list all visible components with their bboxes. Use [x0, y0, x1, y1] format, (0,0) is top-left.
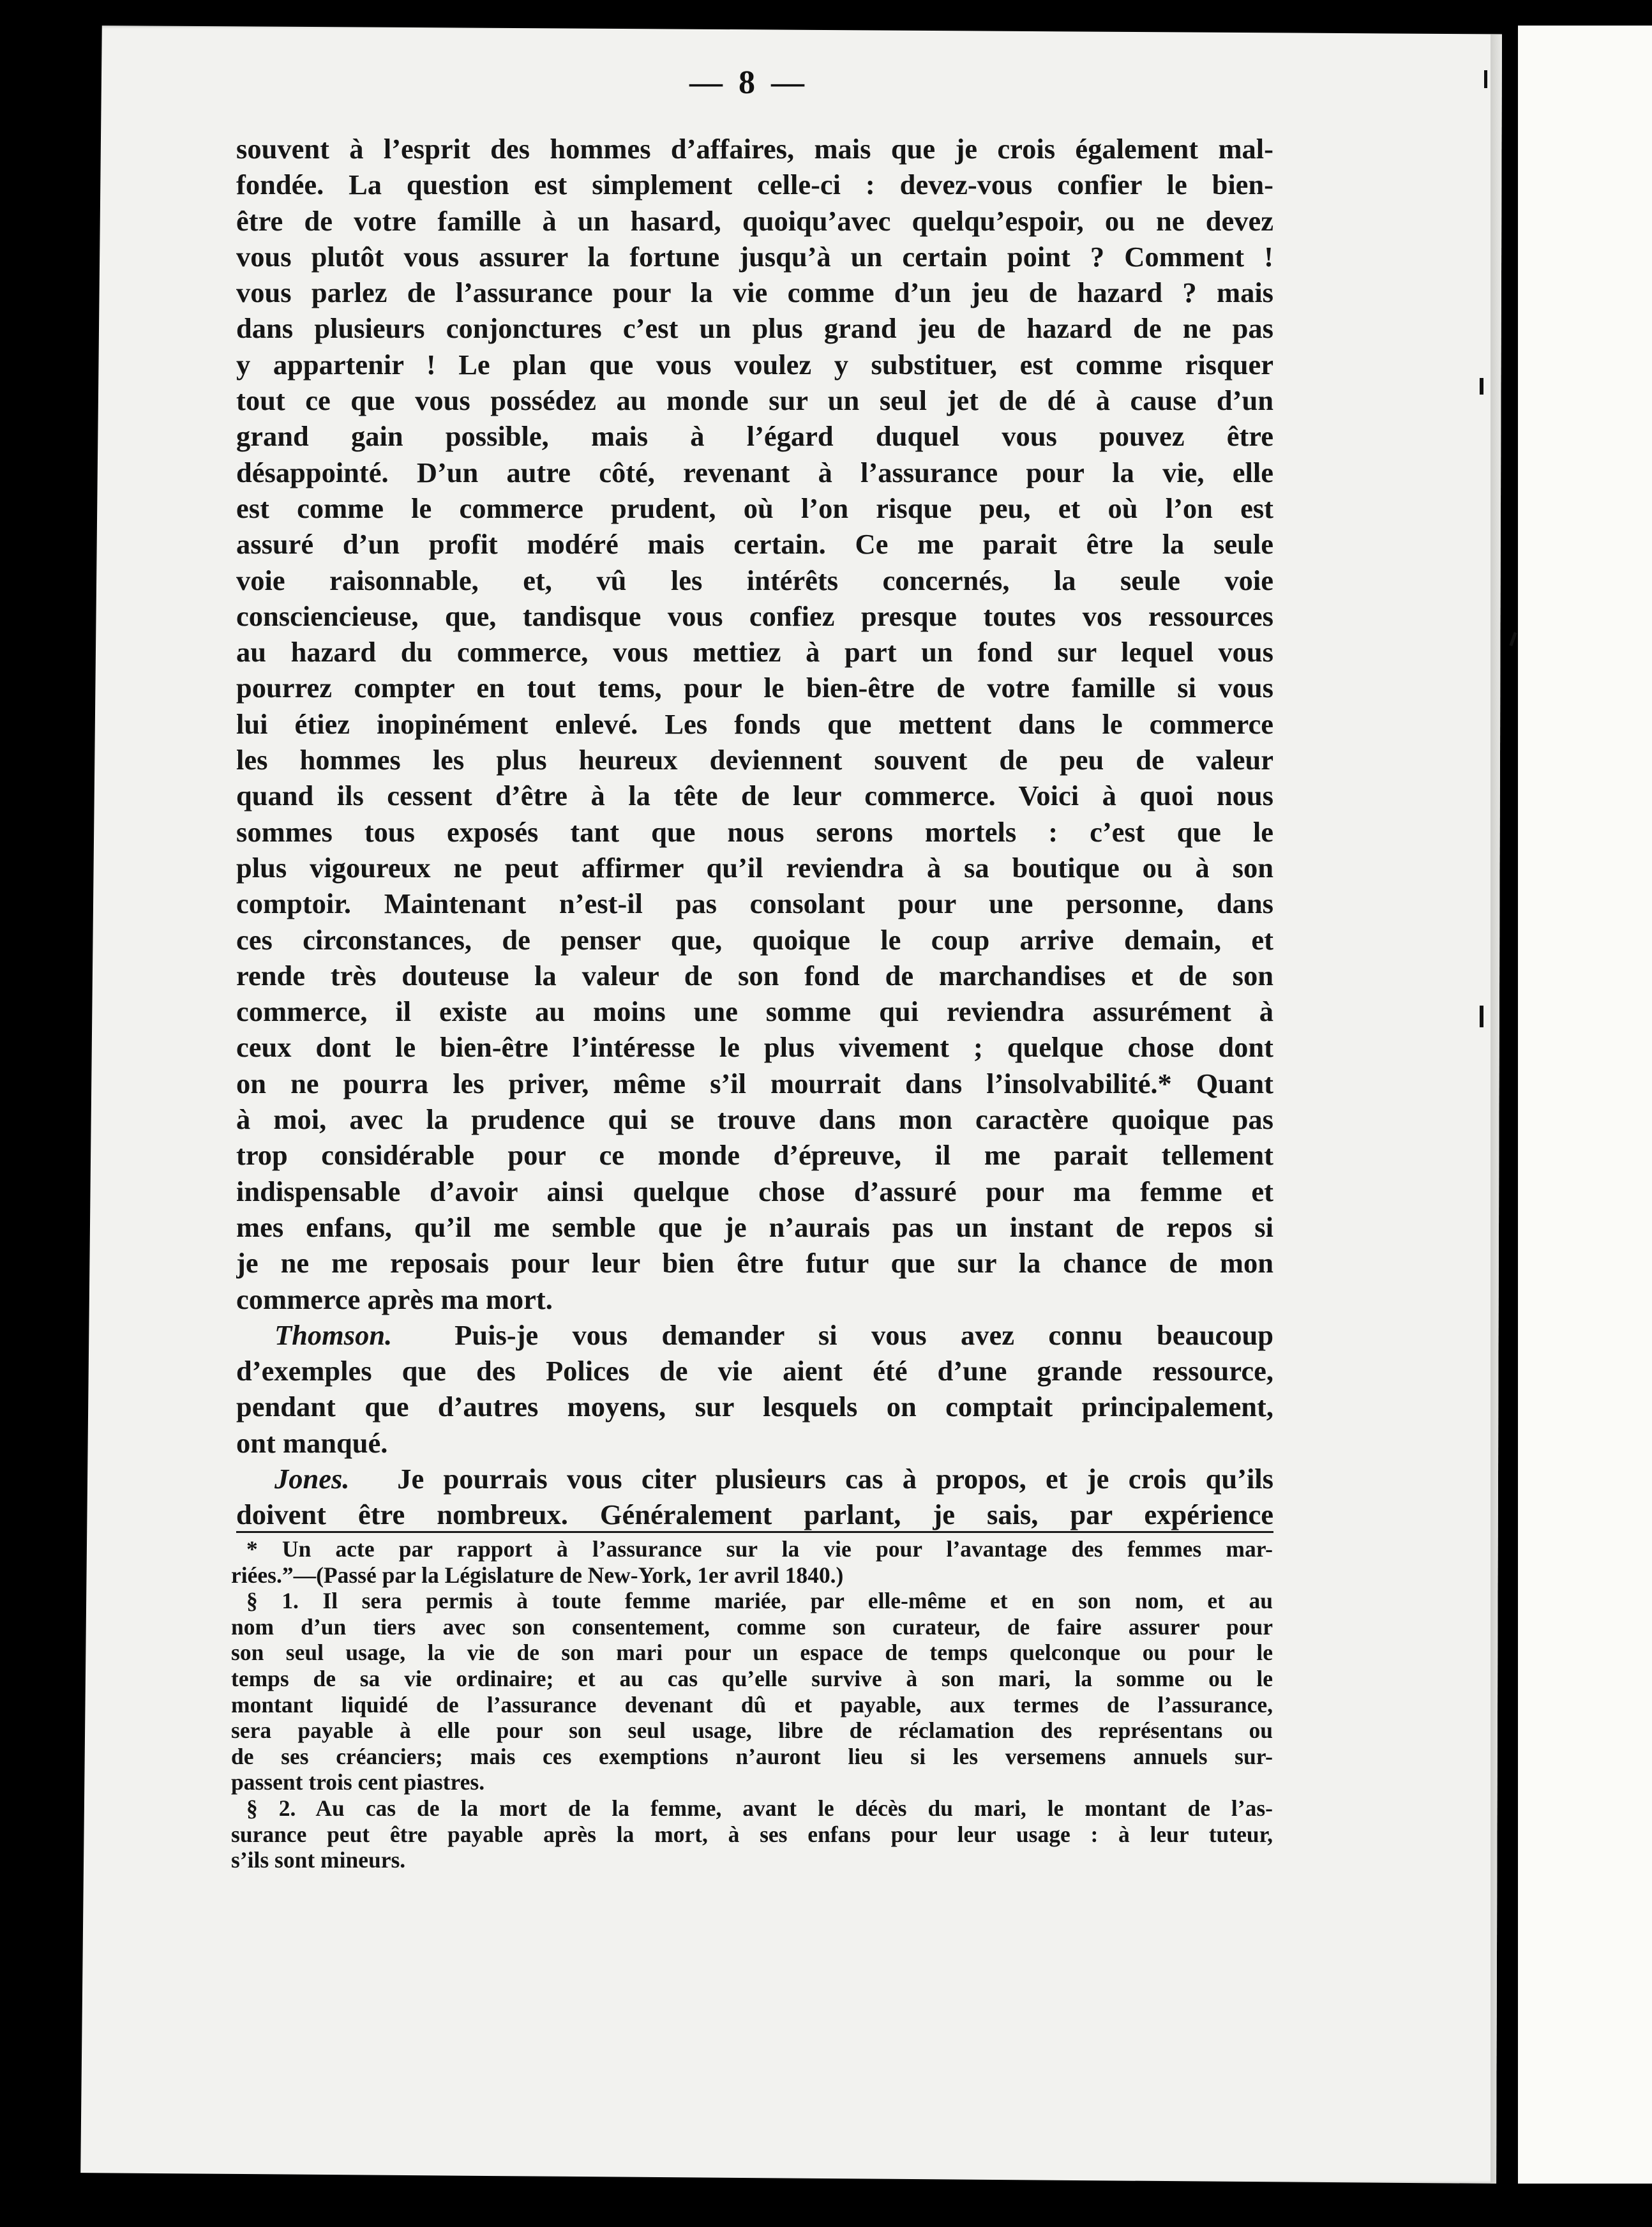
- text-line: voie raisonnable, et, vû les intérêts concernés, la seule voie: [236, 564, 1273, 596]
- text-line: ceux dont le bien-être l’intéresse le plus vivement ; quelque chose dont: [236, 1031, 1273, 1064]
- text-line: au hazard du commerce, vous mettiez à part un fond sur lequel vous: [236, 636, 1273, 668]
- scan-mark: [1480, 378, 1483, 395]
- scan-mark: [1484, 70, 1487, 88]
- jones-speech-first-line: [236, 1461, 1273, 1497]
- footnote-line: § 2. Au cas de la mort de la femme, avant le décès du mari, le montant de l’as-: [246, 1795, 1273, 1821]
- page-edge-shadow: [1491, 26, 1502, 2184]
- thomson-speaker: Thomson.: [274, 1318, 393, 1351]
- footnote-line: § 1. Il sera permis à toute femme mariée, par elle-même et en son nom, et au: [246, 1588, 1273, 1614]
- text-line: vous plutôt vous assurer la fortune jusqu’à un certain point ? Comment !: [236, 240, 1273, 273]
- text-line: tout ce que vous possédez au monde sur un seul jet de dé à cause d’un: [236, 384, 1273, 417]
- thomson-speech-first-line: [236, 1317, 1273, 1353]
- text-line: pendant que d’autres moyens, sur lesquels on comptait principalement,: [236, 1391, 1273, 1423]
- text-line: souvent à l’esprit des hommes d’affaires, mais que je crois également mal-: [236, 133, 1273, 165]
- text-line: dans plusieurs conjonctures c’est un plus grand jeu de hazard de ne pas: [236, 312, 1273, 345]
- text-line: fondée. La question est simplement celle-ci : devez-vous confier le bien-: [236, 169, 1273, 201]
- text-line: doivent être nombreux. Généralement parlant, je sais, par expérience: [236, 1499, 1273, 1531]
- thomson-speech-text: Puis-je vous demander si vous avez connu beaucoup: [420, 1318, 1273, 1351]
- footnote-line: sera payable à elle pour son seul usage, libre de réclamation des représentans ou: [231, 1717, 1273, 1744]
- text-line: commerce, il existe au moins une somme qui reviendra assurément à: [236, 995, 1273, 1028]
- text-line: commerce après ma mort.: [236, 1283, 553, 1315]
- text-line: pourrez compter en tout tems, pour le bien-être de votre famille si vous: [236, 672, 1273, 704]
- text-line: les hommes les plus heureux deviennent souvent de peu de valeur: [236, 744, 1273, 776]
- text-line: rende très douteuse la valeur de son fond de marchandises et de son: [236, 959, 1273, 992]
- adjacent-page-margin: [1518, 26, 1652, 2184]
- jones-speech-text: Je pourrais vous citer plusieurs cas à propos, et je crois qu’ils: [377, 1462, 1273, 1495]
- text-line: à moi, avec la prudence qui se trouve dans mon caractère quoique pas: [236, 1103, 1273, 1136]
- text-line: indispensable d’avoir ainsi quelque chose d’assuré pour ma femme et: [236, 1175, 1273, 1207]
- text-line: ont manqué.: [236, 1426, 388, 1459]
- text-line: être de votre famille à un hasard, quoiqu’avec quelqu’espoir, ou ne devez: [236, 204, 1273, 237]
- text-line: est comme le commerce prudent, où l’on risque peu, et où l’on est: [236, 492, 1273, 524]
- scan-mark: [1509, 632, 1517, 646]
- text-line: y appartenir ! Le plan que vous voulez y substituer, est comme risquer: [236, 348, 1273, 381]
- text-line: lui étiez inopinément enlevé. Les fonds que mettent dans le commerce: [236, 707, 1273, 740]
- text-line: comptoir. Maintenant n’est-il pas consolant pour une personne, dans: [236, 887, 1273, 920]
- text-line: désappointé. D’un autre côté, revenant à l’assurance pour la vie, elle: [236, 456, 1273, 488]
- footnote-line: de ses créanciers; mais ces exemptions n’auront lieu si les versemens annuels sur-: [231, 1743, 1273, 1769]
- footnote-line: passent trois cent piastres.: [231, 1769, 485, 1795]
- text-line: grand gain possible, mais à l’égard duquel vous pouvez être: [236, 420, 1273, 453]
- main-text-block: [236, 131, 1273, 1533]
- text-line: sommes tous exposés tant que nous serons mortels : c’est que le: [236, 815, 1273, 848]
- footnote-block: [231, 1536, 1273, 1873]
- footnote-line: surance peut être payable après la mort, à ses enfans pour leur usage : à leur tuteur,: [231, 1821, 1273, 1847]
- text-line: consciencieuse, que, tandisque vous confiez presque toutes vos ressources: [236, 600, 1273, 632]
- text-line: ces circonstances, de penser que, quoique le coup arrive demain, et: [236, 923, 1273, 956]
- text-line: d’exemples que des Polices de vie aient été d’une grande ressource,: [236, 1355, 1273, 1387]
- footnote-line: temps de sa vie ordinaire; et au cas qu’elle survive à son mari, la somme ou le: [231, 1665, 1273, 1691]
- footnote-line: son seul usage, la vie de son mari pour un espace de temps quelconque ou pour le: [231, 1640, 1273, 1666]
- footnote-rule: [236, 1531, 1273, 1533]
- footnote-line: montant liquidé de l’assurance devenant dû et payable, aux termes de l’assurance,: [231, 1691, 1273, 1717]
- text-line: quand ils cessent d’être à la tête de leur commerce. Voici à quoi nous: [236, 780, 1273, 812]
- text-line: on ne pourra les priver, même s’il mourrait dans l’insolvabilité.* Quant: [236, 1067, 1273, 1099]
- footnote-line: s’ils sont mineurs.: [231, 1847, 406, 1873]
- text-line: je ne me reposais pour leur bien être futur que sur la chance de mon: [236, 1247, 1273, 1280]
- footnote-line: nom d’un tiers avec son consentement, comme son curateur, de faire assurer pour: [231, 1613, 1273, 1640]
- text-line: plus vigoureux ne peut affirmer qu’il reviendra à sa boutique ou à son: [236, 851, 1273, 884]
- footnote-line: riées.”—(Passé par la Législature de New-York, 1er avril 1840.): [231, 1562, 844, 1588]
- text-line: vous parlez de l’assurance pour la vie comme d’un jeu de hazard ? mais: [236, 276, 1273, 309]
- text-line: assuré d’un profit modéré mais certain. Ce me parait être la seule: [236, 528, 1273, 561]
- page-number: — 8 —: [689, 64, 808, 101]
- scan-mark: [1480, 1006, 1483, 1027]
- text-line: trop considérable pour ce monde d’épreuve, il me parait tellement: [236, 1139, 1273, 1172]
- footnote-line: * Un acte par rapport à l’assurance sur la vie pour l’avantage des femmes mar-: [246, 1536, 1273, 1562]
- jones-speaker: Jones.: [274, 1462, 350, 1495]
- text-line: mes enfans, qu’il me semble que je n’aurais pas un instant de repos si: [236, 1211, 1273, 1243]
